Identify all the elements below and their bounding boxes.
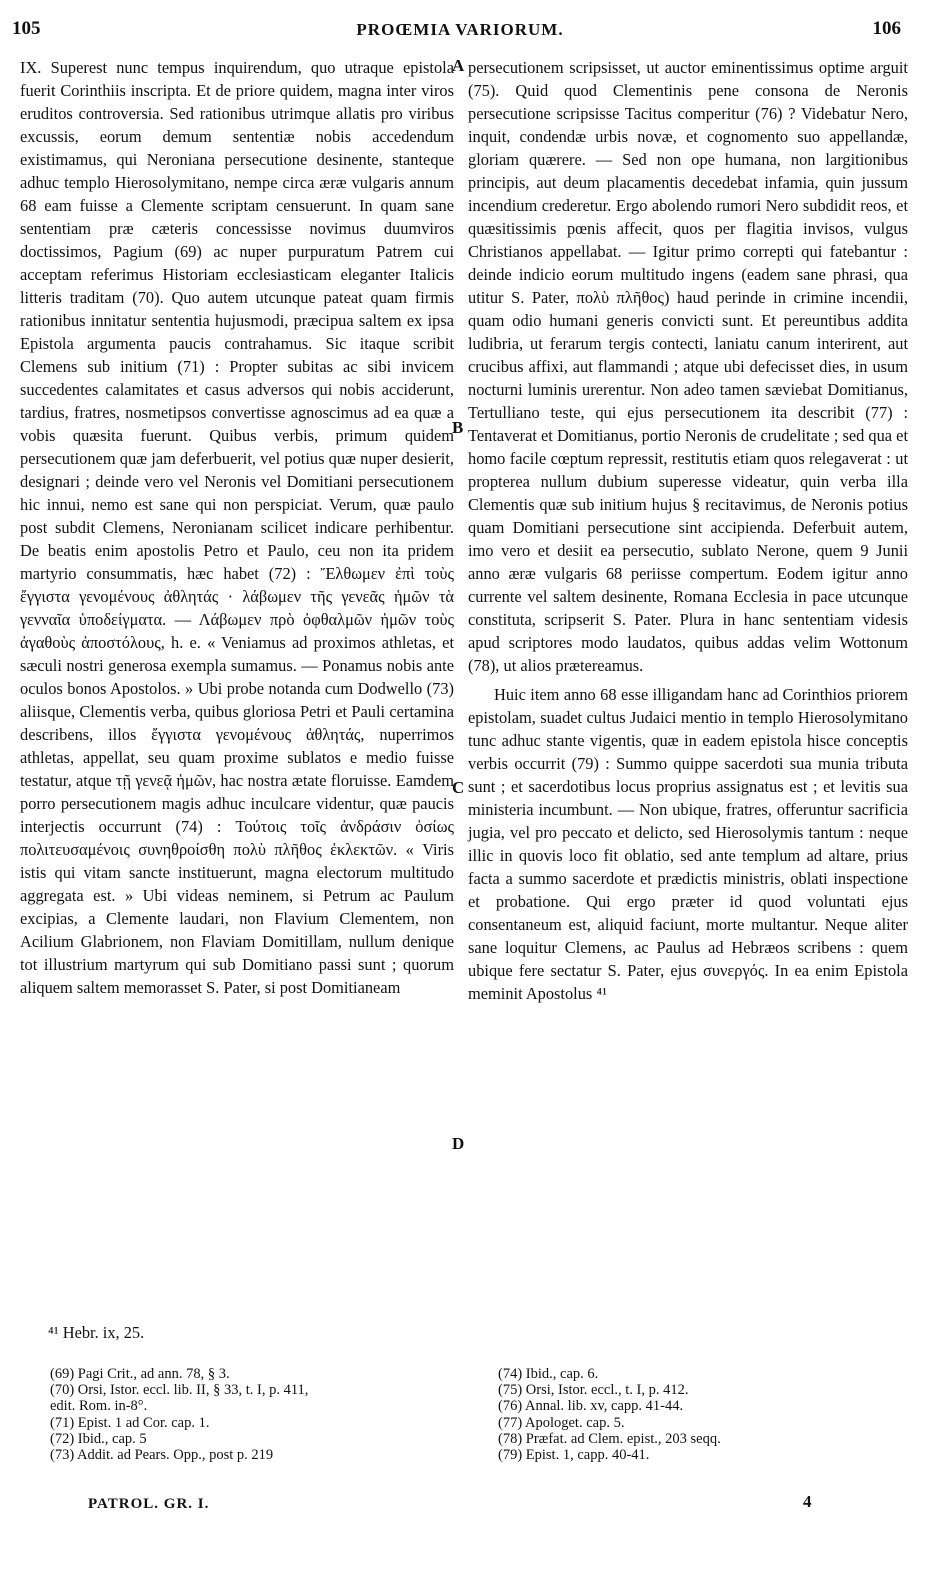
right-footnotes xyxy=(498,1366,898,1463)
footnote-76: (76) Annal. lib. xv, capp. 41-44. xyxy=(498,1398,684,1415)
margin-mark-d: D xyxy=(452,1134,465,1153)
footnote-72: (72) Ibid., cap. 5 xyxy=(50,1430,147,1447)
left-paragraph: IX. Superest nunc tempus inquirendum, quo utraque epistola fuerit Corinthiis inscripta. Et de priore quidem, magna inter viros eruditos controversia. Sed rationibus utrimque allatis pro viribus excussis, eorum demum sententiæ nobis accedendum existimamus, qui Neroniana persecutione desinente, stanteque adhuc templo Hierosolymitano, nempe circa æræ vulgaris annum 68 eam fuisse a Clemente scriptam censuerunt. In quam sane sententiam præ cæteris concessisse novimus duumviros doctissimos, Pagium (69) ac nuper purpuratum Patrem cui acceptam referimus Historiam ecclesiasticam eleganter Italicis litteris traditam (70). Quo autem utcunque pateat quam firmis rationibus innitatur sententia hujusmodi, præcipua saltem ex ipsa Epistola argumenta paucis contrahamus. Sic itaque scribit Clemens sub initium (71) : Propter subitas ac sibi invicem succedentes calamitates et casus adversos qui nobis acciderunt, tardius, fratres, nosmetipsos convertisse agnoscimus ad ea quæ a vobis quæsita fuerunt. Quibus verbis, primum quidem persecutionem quæ jam deferbuerit, vel potius quæ nuper desierit, designari ; deinde vero vel Neronis vel Domitiani persecutionem hic innui, nemo est sane qui non perspiciat. Verum, quæ paulo post subdit Clemens, Neronianam scilicet indicare perhibentur. De beatis enim apostolis Petro et Paulo, ceu non ita pridem martyrio consummatis, hæc habet (72) : Ἔλθωμεν ἐπὶ τοὺς ἔγγιστα γενομένους ἀθλητάς · λάβωμεν τῆς γενεᾶς ἡμῶν τὰ γενναῖα ὑποδείγματα. — Λάβωμεν πρὸ ὀφθαλμῶν ἡμῶν τοὺς ἀγαθοὺς ἀποστόλους, h. e. « Veniamus ad proximos athletas, et sæculi nostri generosa exempla sumamus. — Ponamus nobis ante oculos bonos Apostolos. » Ubi probe notanda cum Dodwello (73) aliisque, Clementis verba, quibus gloriosa Petri et Pauli certamina describens, illos ἔγγιστα γενομένους ἀθλητάς, nuperrimos athletas, appellat, seu quam proxime sublatos e medio fuisse testatur, atque τῇ γενεᾷ ἡμῶν, hac nostra ætate floruisse. Eamdem porro persecutionem magis adhuc inculcare videntur, quæ paucis interjectis occurrunt (74) : Τούτοις τοῖς ἀνδράσιν ὁσίως πολιτευσαμένοις συνηθροίσθη πολὺ πλῆθος ἐκλεκτῶν. « Viris istis qui vitam sancte instituerunt, magna electorum multitudo aggregata est. » Ubi videas neminem, si Petrum ac Paulum excipias, a Clemente laudari, non Flavium Clementem, non Acilium Glabrionem, non Flaviam Domitillam, nullum denique tot illustrium martyrum qui sub Domitiano passi sunt ; quorum aliquem saltem memorasset S. Pater, si post Domitianeam xyxy=(20,58,454,997)
printer-signature: PATROL. GR. I. xyxy=(88,1496,210,1512)
margin-mark-c: C xyxy=(452,778,465,797)
right-page-number: 106 xyxy=(872,18,901,39)
margin-mark-b: B xyxy=(452,418,464,437)
footnote-77: (77) Apologet. cap. 5. xyxy=(498,1414,625,1431)
margin-mark-a: A xyxy=(452,56,465,75)
sheet-number: 4 xyxy=(803,1492,812,1511)
footnote-hebr: ⁴¹ Hebr. ix, 25. xyxy=(48,1323,145,1342)
right-column xyxy=(468,56,908,1005)
footnote-79: (79) Epist. 1, capp. 40-41. xyxy=(498,1447,650,1464)
footnote-71: (71) Epist. 1 ad Cor. cap. 1. xyxy=(50,1414,210,1431)
footnote-74: (74) Ibid., cap. 6. xyxy=(498,1366,599,1382)
right-paragraph-2: Huic item anno 68 esse illigandam hanc ad Corinthios priorem epistolam, suadet cultus Judaici mentio in templo Hierosolymitano tunc adhuc stante vigentis, quæ in eadem epistola hisce conceptis verbis occurrit (79) : Summo quippe sacerdoti sua munia tributa sunt ; et sacerdotibus locus proprius assignatus est ; et levitis sua ministeria incumbunt. — Non ubique, fratres, offeruntur sacrificia jugia, vel pro peccato et delicto, sed Hierosolymis tantum : neque illic in quovis loco fit oblatio, sed ante templum ad altare, prius facta a summo sacerdote et prædictis ministris, oblati inspectione et probatione. Qui ergo præter id quod voluntati ejus consentaneum est, aliquid faciunt, morte multantur. Neque aliter sane loquitur Clemens, ac Paulus ad Hebræos scribens : quem ubique fere sectatur S. Pater, ejus συνεργός. In ea enim Epistola meminit Apostolus ⁴¹ xyxy=(468,685,908,1003)
left-column xyxy=(20,56,454,999)
left-footnotes xyxy=(50,1366,470,1463)
footnote-73: (73) Addit. ad Pears. Opp., post p. 219 xyxy=(50,1447,274,1464)
footnote-70-cont: edit. Rom. in-8°. xyxy=(50,1398,148,1415)
running-title: PROŒMIA VARIORUM. xyxy=(356,20,564,39)
footnote-70: (70) Orsi, Istor. eccl. lib. II, § 33, t. I, p. 411, xyxy=(50,1382,309,1399)
footnote-78: (78) Præfat. ad Clem. epist., 203 seqq. xyxy=(498,1430,721,1447)
right-paragraph-1: persecutionem scripsisset, ut auctor eminentissimus optime arguit (75). Quid quod Clementinis pene consona de Neronis persecutione scripsisse Tacitus comperitur (76) ? Videbatur Nero, inquit, condendæ urbis novæ, et cognomento suo appellandæ, gloriam quærere. — Sed non ope humana, non largitionibus principis, aut deum placamentis decedebat infamia, quin jussum incendium crederetur. Ergo abolendo rumori Nero subdidit reos, et quæsitissimis pœnis affecit, quos per flagitia invisos, vulgus Christianos appellabat. — Igitur primo correpti qui fatebantur : deinde indicio eorum multitudo ingens (eadem sane phrasi, qua utitur S. Pater, πολὺ πλῆθος) haud perinde in crimine incendii, quam odio humani generis convicti sunt. Et pereuntibus addita ludibria, ut ferarum tergis contecti, laniatu canum interirent, aut crucibus affixi, aut flammandi ; atque ubi defecisset dies, in usum nocturni luminis urerentur. Non adeo tamen sæviebat Domitianus, Tertulliano teste, qui ejus persecutionem ita describit (77) : Tentaverat et Domitianus, portio Neronis de crudelitate ; sed qua et homo facile cœptum repressit, restitutis etiam quos relegaverat : ut propterea nullum dubium superesse videatur, quin verba illa Clementis quæ sub initium hujus § recitavimus, de Neronis potius quam Domitiani persecutione sint accipienda. Deferbuit autem, imo vero et desiit ea persecutio, sublato Nerone, quem 9 Junii anno æræ vulgaris 68 periisse compertum. Eodem igitur anno currente vel saltem desinente, Romana Ecclesia in pace utcunque constituta, scripserit S. Pater. Plura in hanc sententiam videsis apud scriptores modo laudatos, quibus addas velim Wottonum (78), ut alios prætereamus. xyxy=(468,58,908,675)
left-page-number: 105 xyxy=(12,18,41,39)
footnote-75: (75) Orsi, Istor. eccl., t. I, p. 412. xyxy=(498,1382,689,1399)
footnote-69: (69) Pagi Crit., ad ann. 78, § 3. xyxy=(50,1366,230,1382)
